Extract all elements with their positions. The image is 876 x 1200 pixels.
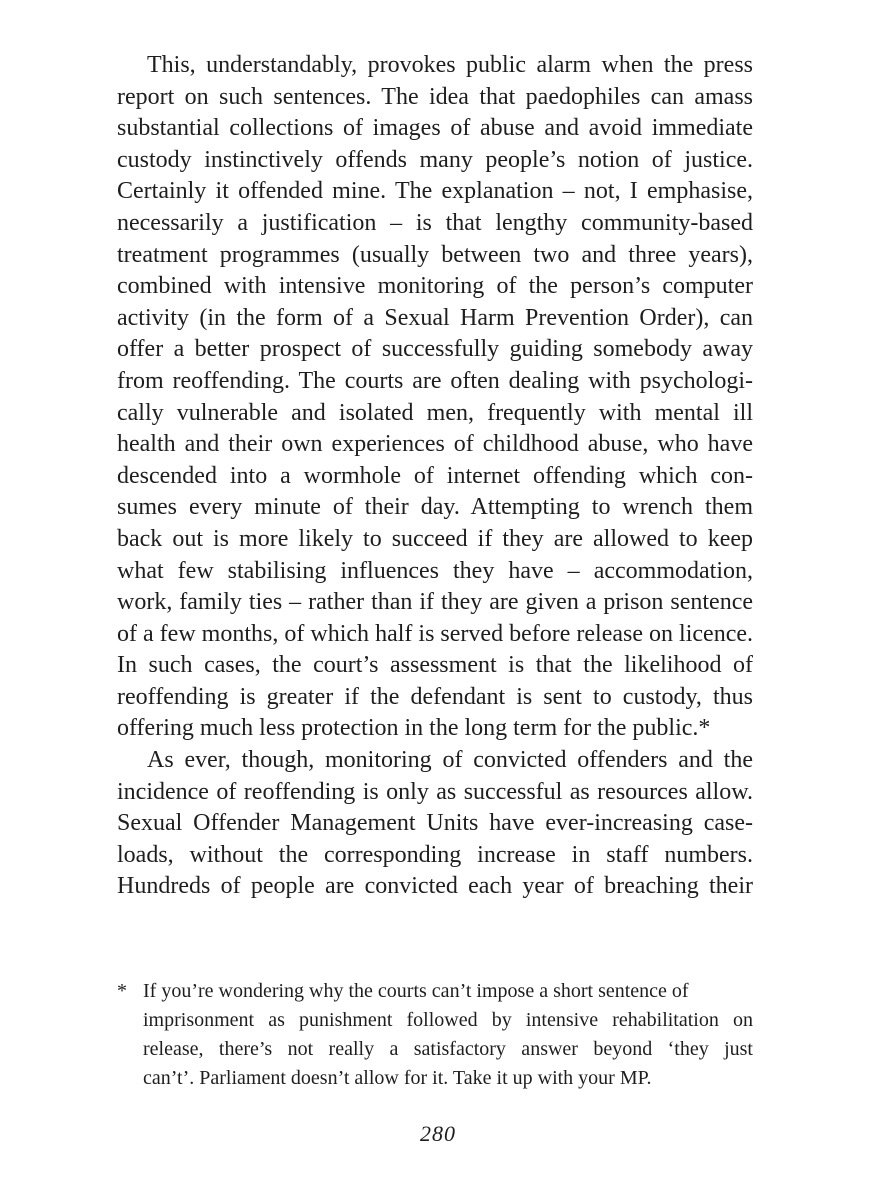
- paragraph-1-line: This, understandably, provokes public alarm when the press: [147, 52, 753, 78]
- paragraph-1-line: sumes every minute of their day. Attempting to wrench them: [117, 494, 753, 521]
- paragraph-1-line: combined with intensive monitoring of the person’s computer: [117, 273, 753, 300]
- paragraph-1-line: descended into a wormhole of internet offending which con-: [117, 462, 753, 489]
- paragraph-2-line: As ever, though, monitoring of convicted offenders and the: [147, 747, 753, 774]
- footnote-line: release, there’s not really a satisfactory answer beyond ‘they just: [143, 1038, 753, 1060]
- footnote-line: imprisonment as punishment followed by intensive rehabilitation on: [143, 1009, 753, 1031]
- paragraph-2-line: Hundreds of people are convicted each year of breaching their: [117, 873, 753, 900]
- paragraph-1-line: In such cases, the court’s assessment is that the likelihood of: [117, 652, 753, 679]
- paragraph-1-line: back out is more likely to succeed if they are allowed to keep: [117, 525, 753, 552]
- footnote-marker: *: [117, 980, 127, 1002]
- footnote-line: [117, 977, 753, 1006]
- paragraph-1-line: substantial collections of images of abuse and avoid immediate: [117, 115, 753, 142]
- paragraph-1-line: work, family ties – rather than if they are given a prison sentence: [117, 589, 753, 616]
- page-number: 280: [420, 1121, 456, 1146]
- paragraph-2-line: incidence of reoffending is only as successful as resources allow.: [117, 778, 753, 805]
- paragraph-1-line: from reoffending. The courts are often dealing with psychologi-: [117, 367, 753, 394]
- paragraph-1-line: reoffending is greater if the defendant is sent to custody, thus: [117, 683, 753, 710]
- body-text: [117, 50, 753, 903]
- paragraph-1-line: treatment programmes (usually between two and three years),: [117, 241, 753, 268]
- paragraph-1-line-with-footnote-ref: offering much less protection in the long term for the public.*: [117, 715, 711, 742]
- paragraph-1-line: Certainly it offended mine. The explanation – not, I emphasise,: [117, 178, 753, 205]
- paragraph-2-line: loads, without the corresponding increase in staff numbers.: [117, 841, 753, 868]
- footnote: [117, 977, 753, 1093]
- paragraph-2-line: Sexual Offender Management Units have ever-increasing case-: [117, 810, 753, 837]
- paragraph-1-line: of a few months, of which half is served before release on licence.: [117, 620, 753, 647]
- paragraph-1-line: necessarily a justification – is that lengthy community-based: [117, 209, 753, 236]
- paragraph-1-line: offer a better prospect of successfully guiding somebody away: [117, 336, 753, 363]
- paragraph-1-line: activity (in the form of a Sexual Harm Prevention Order), can: [117, 304, 753, 331]
- paragraph-1-line: report on such sentences. The idea that paedophiles can amass: [117, 83, 753, 110]
- paragraph-1-line: custody instinctively offends many people’s notion of justice.: [117, 146, 753, 173]
- paragraph-1-line: what few stabilising influences they have – accommodation,: [117, 557, 753, 584]
- paragraph-1-line: health and their own experiences of childhood abuse, who have: [117, 431, 753, 458]
- footnote-line-text: If you’re wondering why the courts can’t impose a short sentence of: [143, 980, 689, 1002]
- footnote-line: can’t’. Parliament doesn’t allow for it. Take it up with your MP.: [143, 1067, 652, 1089]
- paragraph-1-line: cally vulnerable and isolated men, frequently with mental ill: [117, 399, 753, 426]
